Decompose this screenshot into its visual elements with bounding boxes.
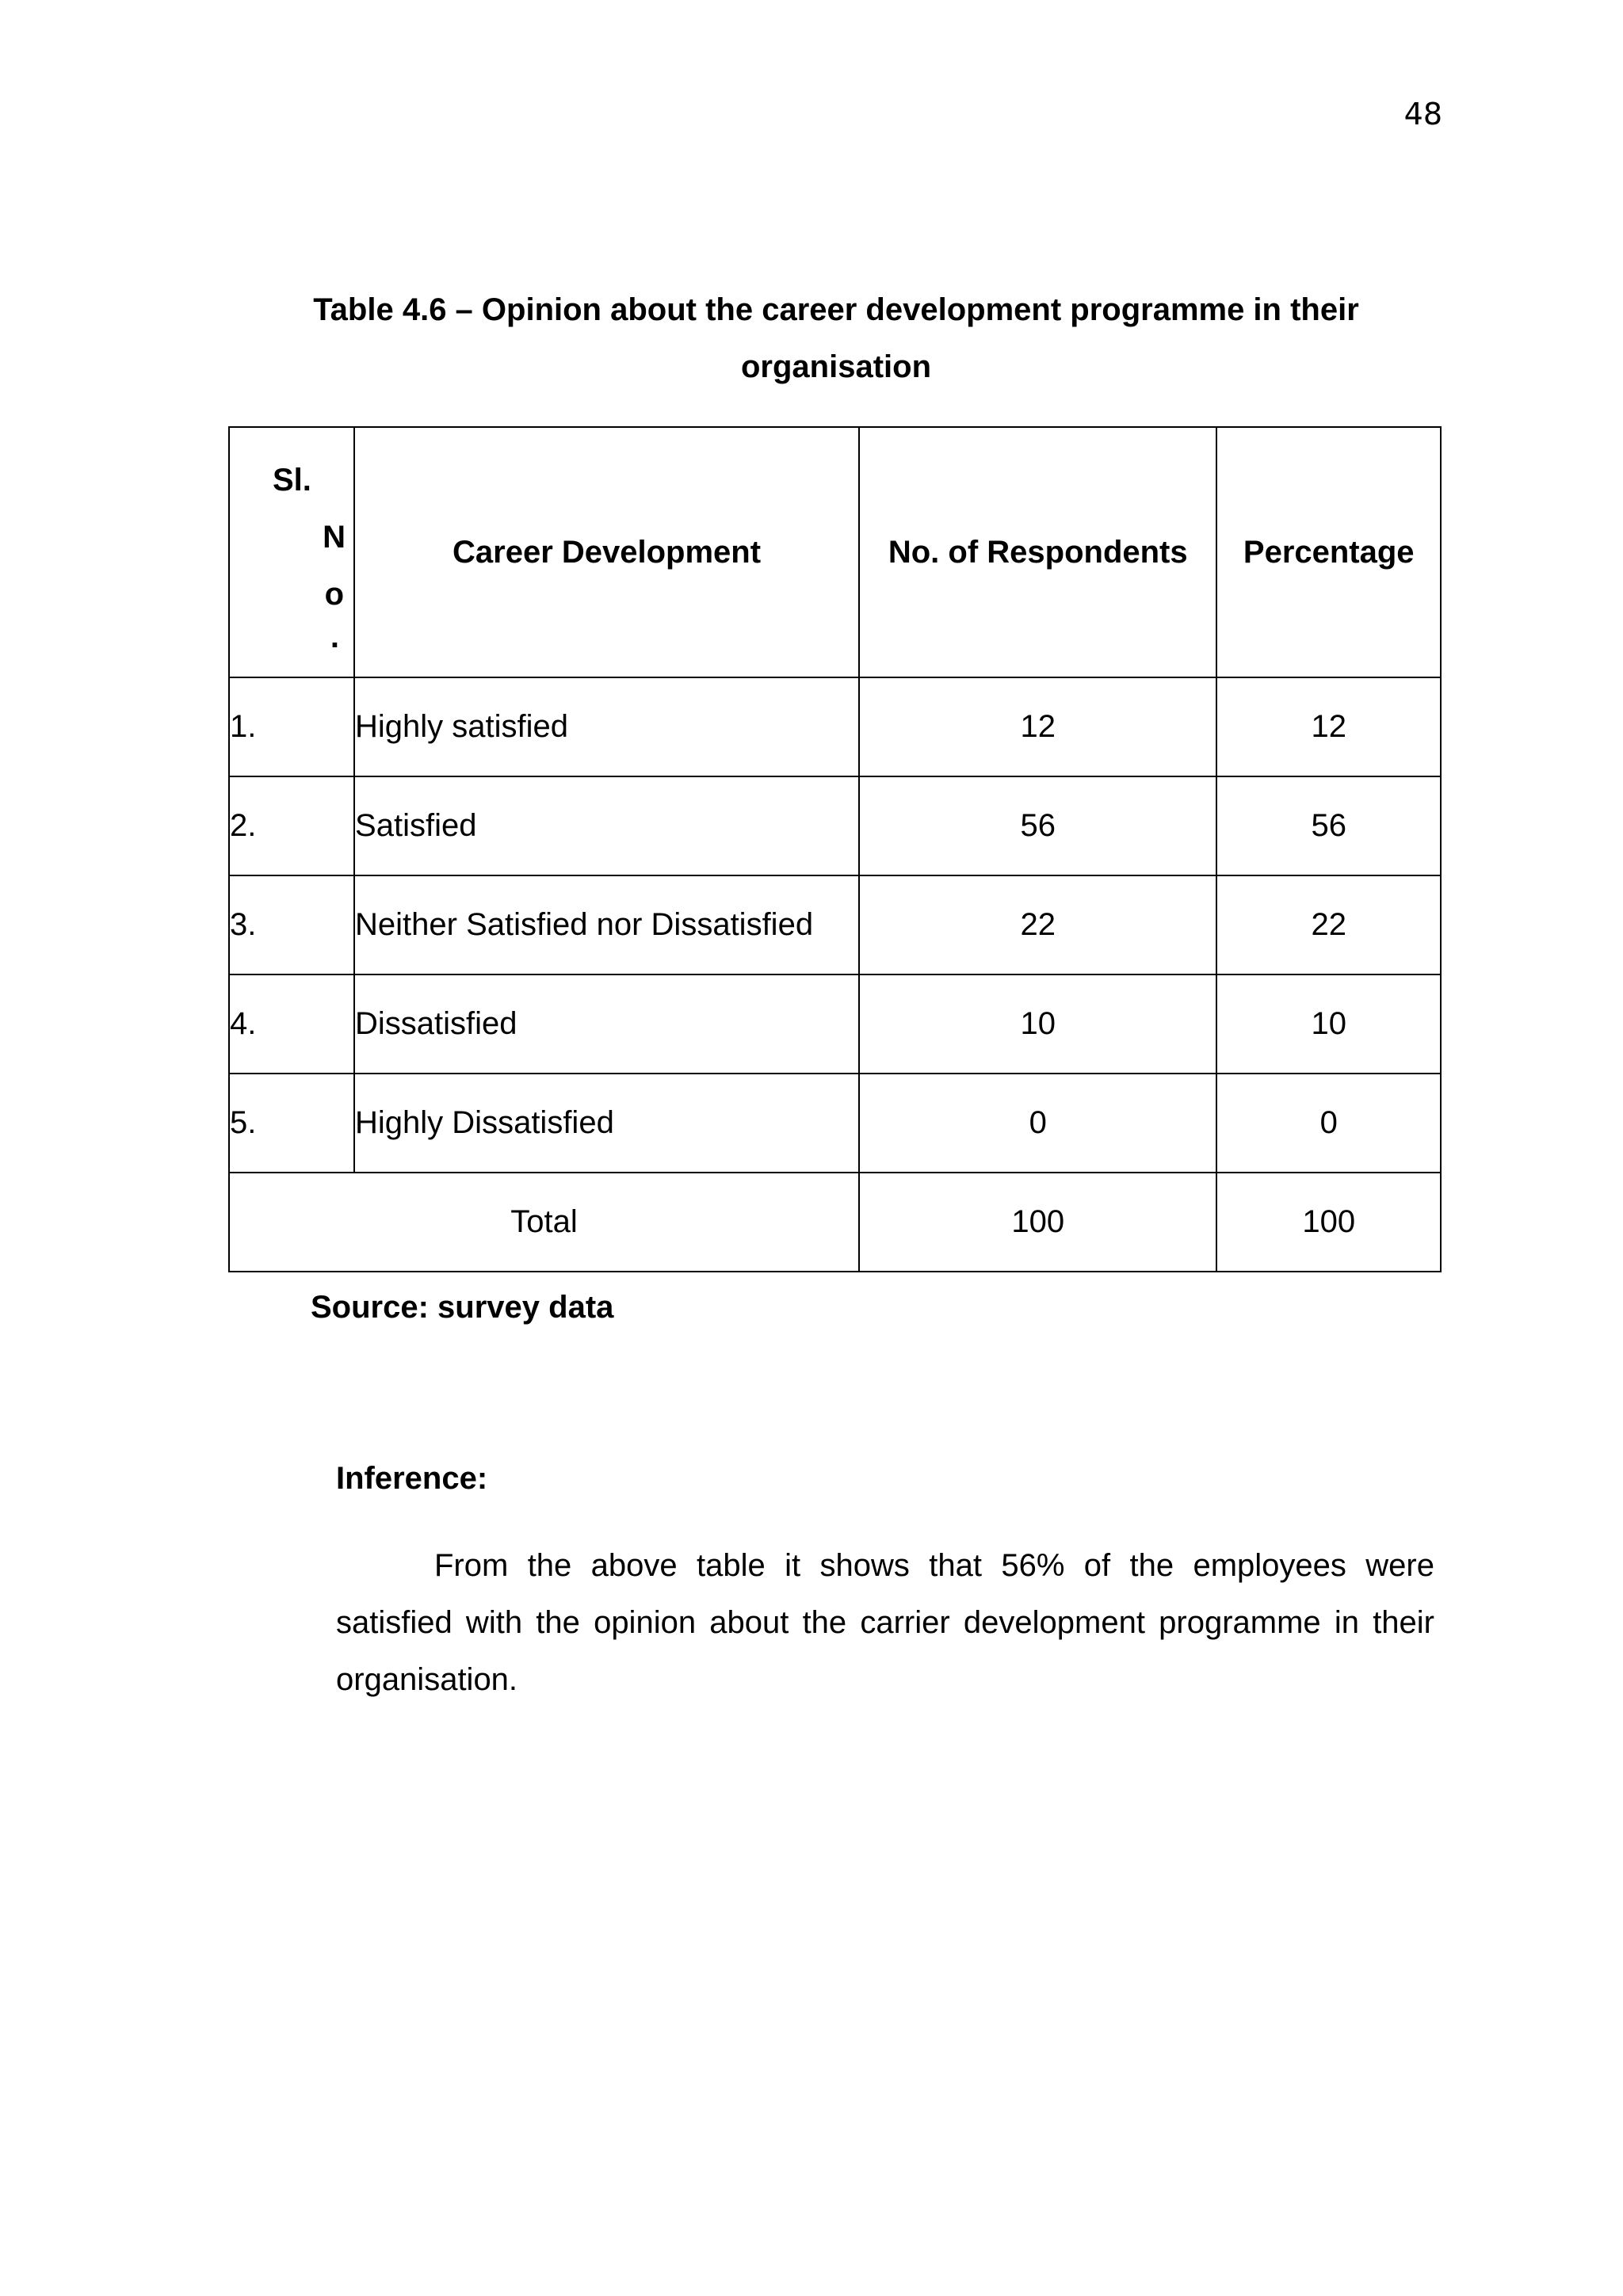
header-percentage: Percentage (1216, 427, 1441, 677)
table-caption-line-1: Table 4.6 – Opinion about the career development programme in their (313, 292, 1359, 327)
inference-paragraph: From the above table it shows that 56% of the employees were satisfied with the opinion about the carrier development programme in their organisation. (336, 1548, 1434, 1697)
header-career-development: Career Development (354, 427, 859, 677)
page-number: 48 (1403, 97, 1442, 132)
table-row (229, 776, 1441, 875)
header-sl-part: N (323, 520, 346, 555)
survey-table (228, 426, 1442, 1272)
cell-career-development: Satisfied (354, 776, 859, 875)
header-sl-part: o (324, 577, 345, 612)
table-total-row (229, 1173, 1441, 1272)
header-no-of-respondents: No. of Respondents (859, 427, 1216, 677)
table-row (229, 875, 1441, 974)
cell-career-development: Highly Dissatisfied (354, 1074, 859, 1173)
cell-respondents: 22 (859, 875, 1216, 974)
table-header-row (229, 427, 1441, 677)
cell-career-development: Highly satisfied (354, 677, 859, 776)
cell-sl-no: 5. (229, 1074, 354, 1173)
cell-respondents: 12 (859, 677, 1216, 776)
cell-respondents: 0 (859, 1074, 1216, 1173)
inference-heading: Inference: (336, 1461, 488, 1496)
header-sl-part: Sl. (273, 463, 311, 498)
cell-career-development: Dissatisfied (354, 974, 859, 1074)
cell-respondents: 56 (859, 776, 1216, 875)
cell-sl-no: 2. (229, 776, 354, 875)
cell-total-percentage: 100 (1216, 1173, 1441, 1272)
table-row (229, 1074, 1441, 1173)
cell-career-development: Neither Satisfied nor Dissatisfied (354, 875, 859, 974)
cell-percentage: 10 (1216, 974, 1441, 1074)
table-caption (230, 281, 1442, 395)
table-caption-line-2: organisation (740, 349, 932, 384)
table-row (229, 677, 1441, 776)
cell-respondents: 10 (859, 974, 1216, 1074)
cell-percentage: 12 (1216, 677, 1441, 776)
cell-sl-no: 3. (229, 875, 354, 974)
header-sl-part: . (330, 620, 340, 654)
cell-total-label: Total (229, 1173, 859, 1272)
source-note: Source: survey data (311, 1290, 614, 1325)
table-row (229, 974, 1441, 1074)
cell-percentage: 0 (1216, 1074, 1441, 1173)
cell-sl-no: 4. (229, 974, 354, 1074)
cell-total-respondents: 100 (859, 1173, 1216, 1272)
cell-percentage: 22 (1216, 875, 1441, 974)
cell-sl-no: 1. (229, 677, 354, 776)
cell-percentage: 56 (1216, 776, 1441, 875)
header-sl-no (229, 427, 354, 677)
